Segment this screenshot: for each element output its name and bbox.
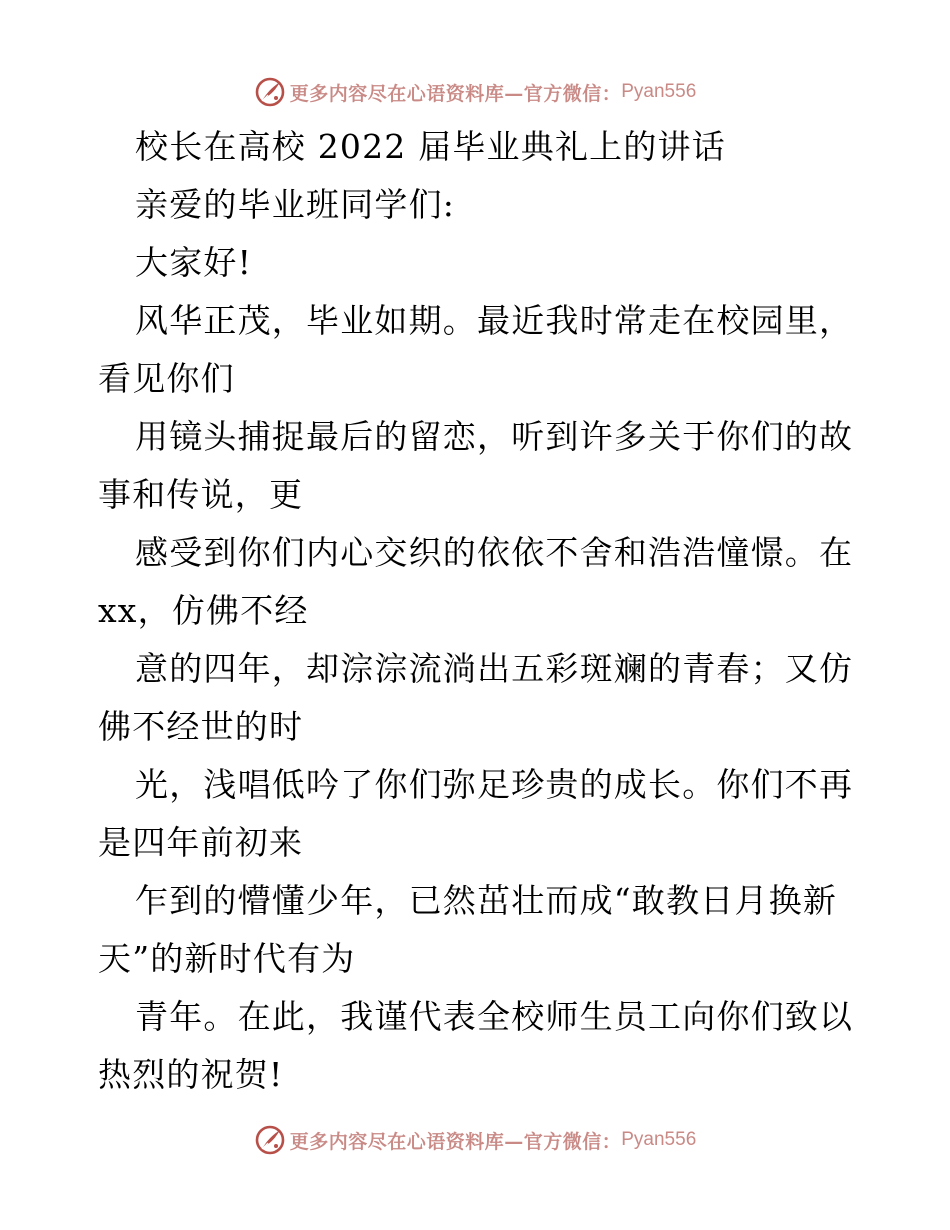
text-line: 风华正茂，毕业如期。最近我时常走在校园里， bbox=[135, 301, 854, 340]
feather-pen-circle-icon bbox=[254, 76, 286, 108]
text-line: 青年。在此，我谨代表全校师生员工向你们致以 bbox=[135, 997, 854, 1036]
watermark-wechat-id: Pyan556 bbox=[621, 1129, 697, 1150]
feather-pen-circle-icon bbox=[254, 1124, 286, 1156]
document-body bbox=[98, 118, 858, 1104]
text-line: 事和传说，更 bbox=[98, 475, 304, 514]
text-line: 意的四年，却淙淙流淌出五彩斑斓的青春；又仿 bbox=[135, 649, 854, 688]
text-line: 用镜头捕捉最后的留恋，听到许多关于你们的故 bbox=[135, 417, 854, 456]
watermark-wechat-id: Pyan556 bbox=[621, 81, 697, 102]
greeting: 大家好! bbox=[135, 243, 253, 282]
text-line: 感受到你们内心交织的依依不舍和浩浩憧憬。在 bbox=[135, 533, 854, 572]
text-line: 热烈的祝贺! bbox=[98, 1055, 284, 1094]
watermark-header bbox=[0, 72, 950, 112]
watermark-text: 更多内容尽在心语资料库—官方微信： bbox=[289, 82, 622, 105]
text-line: 光，浅唱低吟了你们弥足珍贵的成长。你们不再 bbox=[135, 765, 854, 804]
text-line: 是四年前初来 bbox=[98, 823, 304, 862]
text-line: 乍到的懵懂少年，已然茁壮而成“敢教日月换新 bbox=[135, 881, 838, 920]
document-title: 校长在高校 2022 届毕业典礼上的讲话 bbox=[135, 127, 726, 166]
text-line: 天”的新时代有为 bbox=[98, 939, 356, 978]
text-line: 看见你们 bbox=[98, 359, 235, 398]
text-line: 佛不经世的时 bbox=[98, 707, 304, 746]
watermark-footer bbox=[0, 1120, 950, 1160]
watermark-text: 更多内容尽在心语资料库—官方微信： bbox=[289, 1130, 622, 1153]
text-line: xx，仿佛不经 bbox=[98, 591, 309, 630]
salutation: 亲爱的毕业班同学们: bbox=[135, 185, 456, 224]
